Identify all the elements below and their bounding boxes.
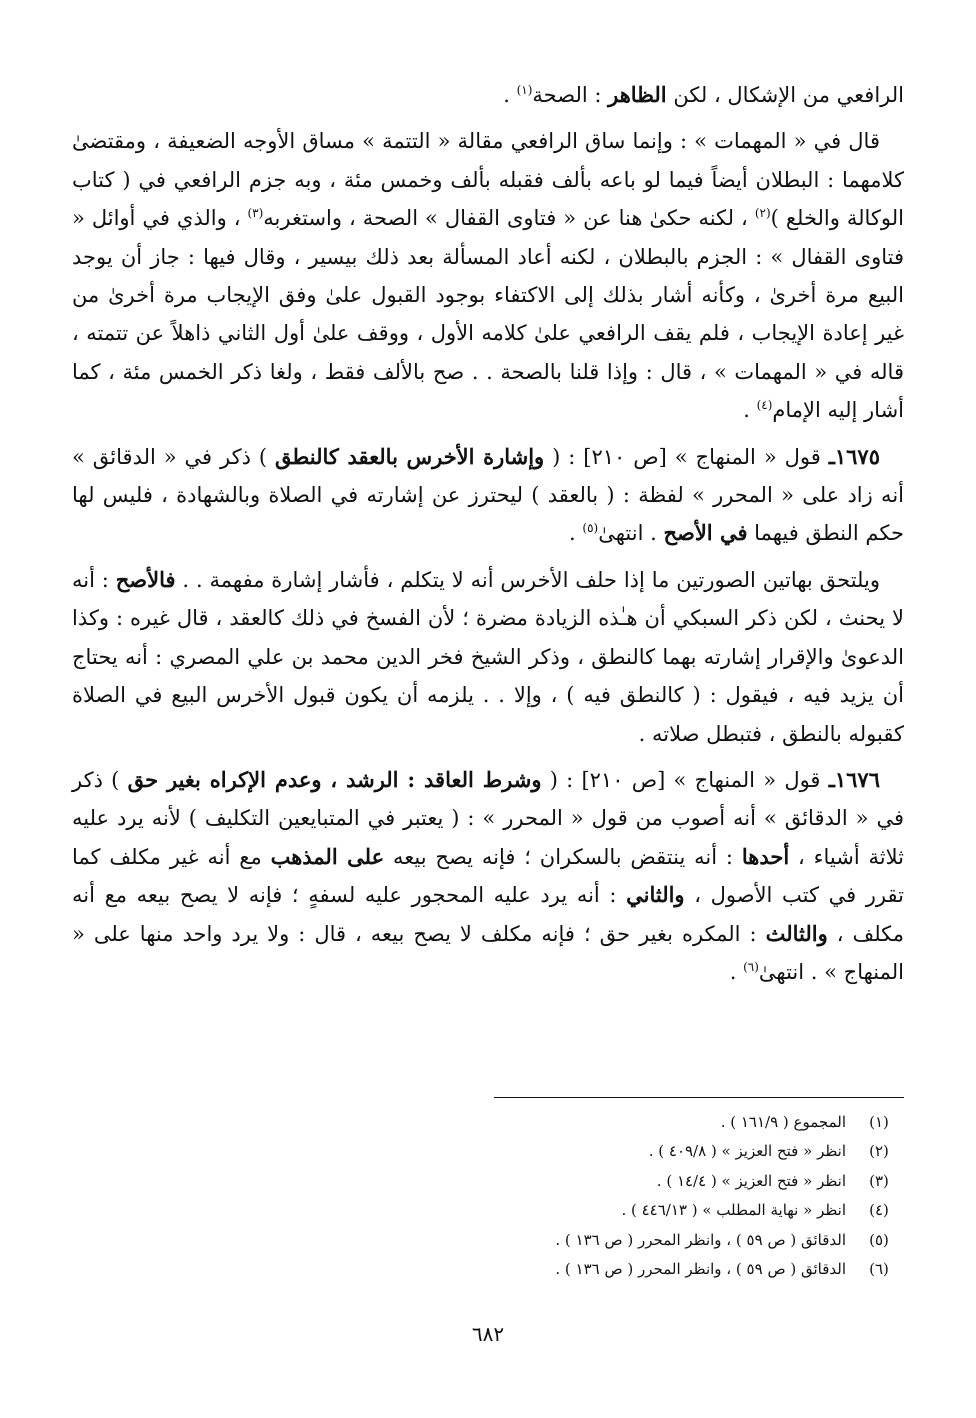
footnote-number: (٥) [869,1230,889,1249]
text-run: قول « المنهاج » [ص ٢١٠] : ( [544,444,829,469]
footnote-text: انظر « فتح العزيز » ( ١٤/٤ ) . [656,1171,846,1190]
page-number: ٦٨٢ [471,1322,505,1346]
paragraph [72,122,904,429]
footnote-number: (١) [869,1113,889,1131]
footnote-number: (٢) [869,1142,889,1161]
footnote-text: الدقائق ( ص ٥٩ ) ، وانظر المحرر ( ص ١٣٦ ) . [555,1260,846,1279]
bold-text: ١٦٧٥ـ [828,443,880,469]
bold-text: أحدها [741,843,790,869]
bold-text: وإشارة الأخرس بالعقد كالنطق [275,443,545,469]
text-run: . [569,521,583,546]
paragraph [72,438,904,553]
footnote [72,1137,904,1166]
footnote-text: انظر « فتح العزيز » ( ٤٠٩/٨ ) . [648,1142,846,1161]
text-run: : الصحة [532,83,609,107]
footnote-number: (٤) [869,1201,889,1220]
footnote-text: المجموع ( ١٦١/٩ ) . [720,1113,846,1131]
text-run: . [743,398,757,423]
text-run: ، لكنه حكىٰ هنا عن « فتاوى القفال » الصحة ، واستغربه [263,206,755,231]
footnote [72,1196,904,1225]
text-run: ويلتحق بهاتين الصورتين ما إذا حلف الأخرس أنه لا يتكلم ، فأشار إشارة مفهمة . . [175,567,880,592]
paragraph [72,561,904,753]
footnote [72,1108,904,1137]
footnotes [72,1108,904,1284]
text-run: : أنه يرد عليه المحجور عليه لسفهٍ ؛ فإنه لا يصح بيعه مع أنه مكلف ، [72,883,905,946]
bold-text: فالأصح [115,566,176,592]
text-run: مع أنه غير مكلف كما تقرر في كتب الأصول ، [72,844,904,908]
bold-text: ١٦٧٦ـ [828,766,880,792]
bold-text: على المذهب [270,843,385,869]
text-run: : أنه لا يحنث ، لكن ذكر السبكي أن هـٰذه الزيادة مضرة ؛ لأن الفسخ في ذلك كالعقد ، قال غيره : وكذا الدعوىٰ والإقرار إشارته بهما كالنطق ، وذكر الشيخ فخر الدين محمد بن علي المصري : أنه يحتاج أن يزيد فيه ، فيقول : ( كالنطق فيه ) ، وإلا . . يلزمه أن يكون قبول الأخرس البيع في الصلاة كقبوله بالنطق ، فتبطل صلاته . [72,567,904,746]
footnote-number: (٣) [869,1171,889,1190]
text-run: ) ذكر في « الدقائق » أنه أصوب من قول « المحرر » : ( يعتبر في المتبايعين التكليف ) لأنه يرد عليه ثلاثة أشياء ، [72,767,905,869]
text-run: : أنه ينتقض بالسكران ؛ فإنه يصح بيعه [384,844,742,869]
footnote [72,1255,904,1284]
footnote [72,1226,904,1255]
text-run: الرافعي من الإشكال ، لكن [666,83,904,107]
text-run: . [729,959,744,984]
text-run: قال في « المهمات » : وإنما ساق الرافعي مقالة « التتمة » مساق الأوجه الضعيفة ، ومقتضىٰ كلامهما : البطلان أيضاً فيما لو باعه بألف فقبله بألف وخمس مئة ، وبه جزم الرافعي في ( كتاب الوكالة والخلع ) [72,129,904,231]
paragraph [72,761,904,991]
bold-text: والثاني [626,882,685,908]
footnote-text: الدقائق ( ص ٥٩ ) ، وانظر المحرر ( ص ١٣٦ ) . [555,1230,846,1249]
text-run: : المكره بغير حق ؛ فإنه مكلف لا يصح بيعه ، قال : ولا يرد واحد منها على « المنهاج » . انتهىٰ [72,921,904,984]
bold-text: والثالث [765,920,828,946]
text-run: ) ذكر في « الدقائق » أنه زاد على « المحرر » لفظة : ( بالعقد ) ليحترز عن إشارته في الصلاة وبالشهادة ، فليس لها حكم النطق فيهما [72,444,904,546]
text-run: ، والذي في أوائل « فتاوى القفال » : الجزم بالبطلان ، لكنه أعاد المسألة بعد ذلك بيسير ، وقال فيها : جاز أن يوجد البيع مرة أخرىٰ ، وكأنه أشار بذلك إلى الاكتفاء بوجود القبول علىٰ وفق الإيجاب مرة أخرىٰ من غير إعادة الإيجاب ، فلم يقف الرافعي علىٰ كلامه الأول ، ووقف علىٰ أول الثاني ذاهلاً عن تتمته ، قاله في « المهمات » ، قال : وإذا قلنا بالصحة . . صح بالألف فقط ، ولغا ذكر الخمس مئة ، كما أشار إليه الإمام [72,206,904,423]
footnote [72,1167,904,1196]
footnote-number: (٦) [869,1260,889,1279]
text-run: . انتهىٰ [598,521,664,546]
main-text [72,76,904,999]
paragraph [72,76,904,114]
bold-text: الظاهر [608,82,667,107]
text-run: . [503,83,517,107]
bold-text: وشرط العاقد : الرشد ، وعدم الإكراه بغير حق [127,766,542,792]
footnote-ref: (٥) [582,521,599,536]
text-run: قول « المنهاج » [ص ٢١٠] : ( [541,767,829,792]
footnote-separator [494,1097,904,1098]
footnote-ref: (٣) [247,206,264,221]
footnote-text: انظر « نهاية المطلب » ( ٤٤٦/١٣ ) . [621,1201,846,1220]
footnote-ref: (٤) [756,398,773,413]
footnote-ref: (٦) [743,959,759,974]
footnote-ref: (٢) [754,206,771,221]
footnote-ref: (١) [516,83,533,97]
bold-text: في الأصح [663,520,748,546]
